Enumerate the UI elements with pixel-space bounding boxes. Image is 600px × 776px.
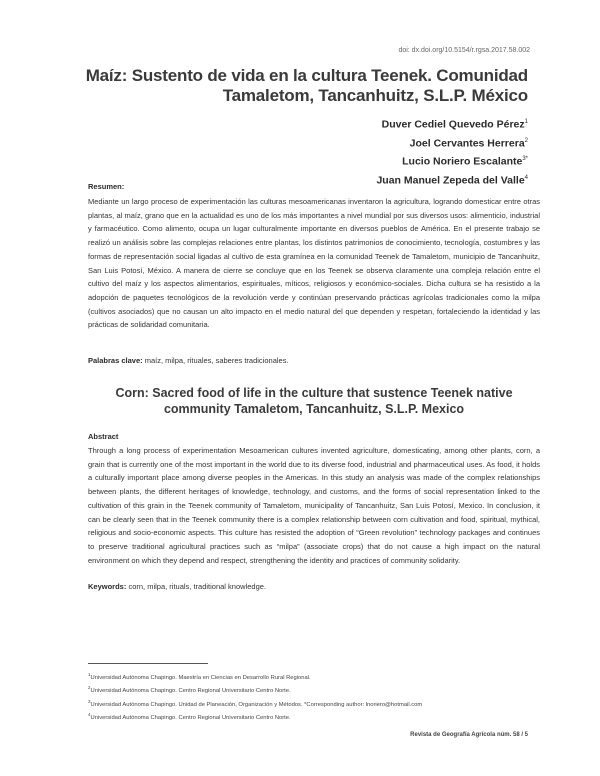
keywords-text: corn, milpa, rituals, traditional knowledge.	[128, 582, 267, 591]
author-name: Juan Manuel Zepeda del Valle	[376, 174, 525, 186]
author-list	[376, 114, 528, 188]
palabras-clave-label: Palabras clave:	[88, 356, 143, 365]
footnote-text: Universidad Autónoma Chapingo. Unidad de Planeación, Organización y Métodos. *Corresponding author: lnoriero@hotmail.com	[90, 701, 423, 708]
footnote-text: Universidad Autónoma Chapingo. Centro Regional Universitario Centro Norte.	[90, 688, 291, 695]
palabras-clave-text: maíz, milpa, rituales, saberes tradicionales.	[144, 356, 289, 365]
resumen-heading: Resumen:	[88, 182, 125, 191]
author	[376, 170, 528, 189]
author-affiliation-mark: 2	[524, 137, 528, 144]
doi-link[interactable]: doi: dx.doi.org/10.5154/r.rgsa.2017.58.002	[398, 47, 530, 54]
resumen-text: Mediante un largo proceso de experimentación las culturas mesoamericanas inventaron la agricultura, logrando domesticar entre otras plantas, al maíz, grano que en la actualidad es uno de los más importantes a nivel mundial por sus diversos usos: alimenticio, industrial y farmacéutico. Como alimento, ocupa un lugar culturalmente importante en diversos pueblos de América. En el presente trabajo se realizó un análisis sobre las complejas relaciones entre plantas, los distintos patrimonios de conocimiento, tecnología, costumbres y las formas de representación social ligadas al cultivo de esta gramínea en la comunidad Teenek de Tamaletom, municipio de Tancanhuitz, San Luis Potosí, México. A manera de cierre se concluye que en los Teenek se observa claramente una compleja relación entre el cultivo del maíz y los aspectos alimentarios, espirituales, míticos, religiosos y económico-sociales. Dicha cultura se ha resistido a la adopción de paquetes tecnológicos de la revolución verde y continúan preservando prácticas agrícolas tradicionales como la milpa (cultivos asociados) que no causan un alto impacto en el medio natural del que dependen y respetan, fortaleciendo la identidad y las prácticas de solidaridad comunitaria.	[88, 197, 540, 330]
author-affiliation-mark: 3*	[522, 156, 528, 162]
palabras-clave	[88, 356, 540, 365]
footnote	[88, 697, 548, 710]
author-name: Duver Cediel Quevedo Pérez	[381, 118, 525, 131]
footnote-mark: 1	[88, 672, 91, 677]
footnote-mark: 3	[88, 698, 91, 704]
keywords-label: Keywords:	[88, 582, 127, 591]
author	[376, 133, 528, 152]
author	[376, 114, 528, 133]
footnote	[88, 710, 548, 723]
author-name: Joel Cervantes Herrera	[409, 137, 525, 149]
abstract-text: Through a long process of experimentation Mesoamerican cultures invented agriculture, domesticating, among other plants, corn, a grain that is currently one of the most important in the world due to its diverse food, industrial and pharmaceutical uses. As food, it holds a culturally important place among diverse peoples in the Americas. In this study an analysis was made of the complex relationships between plants, the different heritages of knowledge, technology, and customs, and the forms of social representation linked to the cultivation of this grain in the Teenek community of Tamaletom, municipality of Tancanhuitz, San Luis Potosí, Mexico. In conclusion, it can be clearly seen that in the Teenek community there is a complex relationship between corn cultivation and food, spiritual, mythical, religious and socio-economic aspects. This culture has resisted the adoption of “Green revolution” technology packages and continues to preserve traditional agricultural practices such as “milpa” (associate crops) that do not cause a high impact on the natural environment on which they depend and respect, strengthening the identity and practices of community solidarity.	[88, 446, 540, 565]
footnote	[88, 670, 548, 683]
keywords	[88, 582, 540, 591]
title-spanish: Maíz: Sustento de vida en la cultura Teenek. Comunidad Tamaletom, Tancanhuitz, S.L.P. México	[85, 66, 528, 105]
author-name: Lucio Noriero Escalante	[402, 155, 523, 168]
title-english: Corn: Sacred food of life in the culture that sustence Teenek native community Tamaletom, Tancanhuitz, S.L.P. Mexico	[115, 386, 513, 416]
footnotes	[88, 670, 548, 724]
author-affiliation-mark: 4	[524, 174, 528, 181]
page-footer: Revista de Geografía Agrícola núm. 58 / 5	[410, 732, 528, 738]
author	[376, 151, 528, 170]
author-affiliation-mark: 1	[524, 119, 528, 125]
footnote	[88, 683, 548, 696]
abstract-heading: Abstract	[88, 432, 119, 441]
footnote-mark: 4	[88, 712, 91, 718]
footnote-text: Universidad Autónoma Chapingo. Maestría en Ciencias en Desarrollo Rural Regional.	[90, 674, 311, 681]
footnote-text: Universidad Autónoma Chapingo. Centro Regional Universitario Centro Norte.	[90, 715, 291, 722]
footnote-divider	[88, 663, 208, 664]
footnote-mark: 2	[88, 685, 91, 691]
